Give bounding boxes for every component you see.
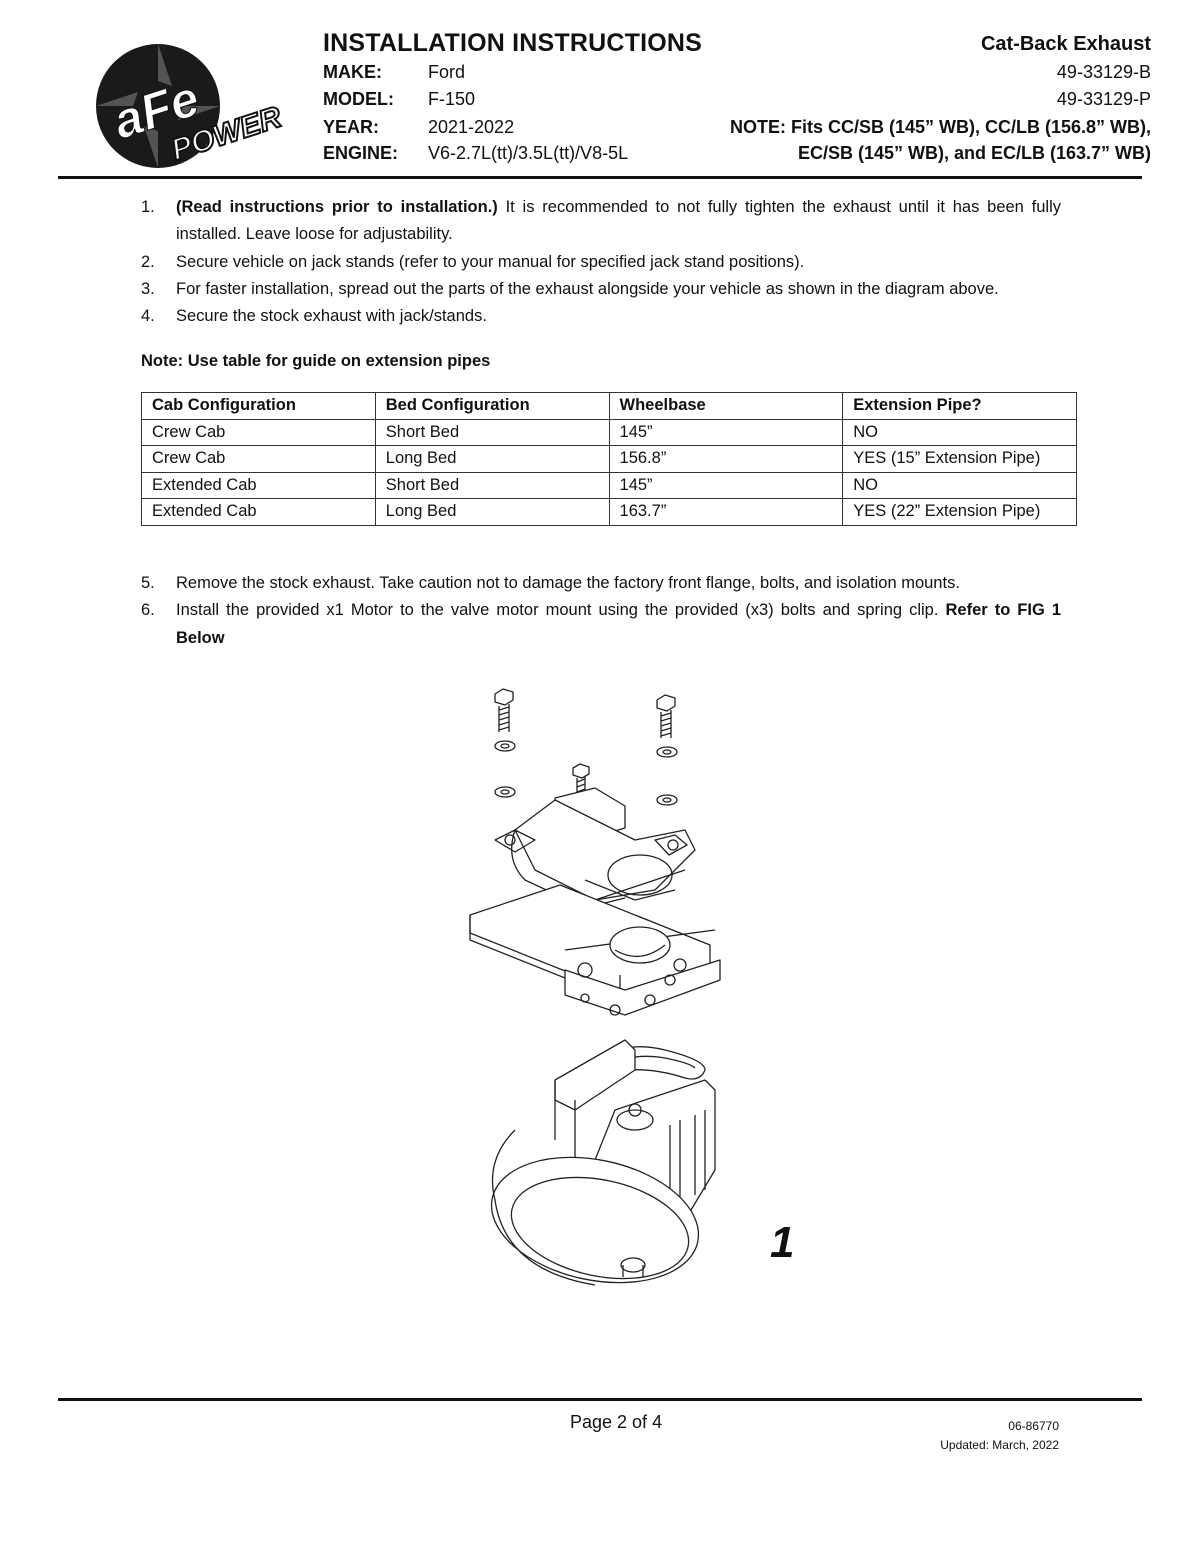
table-cell: 156.8” [609, 446, 843, 473]
table-cell: Crew Cab [142, 419, 376, 446]
step-item [141, 276, 1061, 303]
table-row [142, 446, 1077, 473]
table-cell: Short Bed [375, 472, 609, 499]
bolt-left [495, 689, 513, 732]
table-cell: 145” [609, 472, 843, 499]
table-cell: NO [843, 419, 1077, 446]
step-item [141, 303, 1061, 330]
engine-value: V6-2.7L(tt)/3.5L(tt)/V8-5L [428, 143, 629, 163]
table-cell: Crew Cab [142, 446, 376, 473]
steps-list-part2 [141, 570, 1061, 652]
table-cell: Extended Cab [142, 499, 376, 526]
step-text: It is recommended to not fully tighten the exhaust until it has been fully installed. Leave loose for adjustability. [176, 198, 1061, 244]
svg-text:POWER: POWER [167, 100, 286, 168]
step-text: Remove the stock exhaust. Take caution not to damage the factory front flange, bolts, and isolation mounts. [176, 574, 960, 592]
table-row [142, 472, 1077, 499]
step-item [141, 249, 1061, 276]
table-cell: Short Bed [375, 419, 609, 446]
make-value: Ford [428, 62, 466, 82]
fit-note-line1: NOTE: Fits CC/SB (145” WB), CC/LB (156.8” WB), [729, 117, 1151, 137]
table-cell: 163.7” [609, 499, 843, 526]
table-row [142, 419, 1077, 446]
steps-list-part1 [141, 194, 1061, 330]
step-item [141, 194, 1061, 249]
updated-date: Updated: March, 2022 [940, 1438, 1059, 1452]
table-cell: YES (22” Extension Pipe) [843, 499, 1077, 526]
footer-divider [58, 1398, 1142, 1401]
column-header: Wheelbase [609, 393, 843, 420]
table-cell: Long Bed [375, 446, 609, 473]
step-number: 2. [141, 252, 155, 271]
bolt-right [657, 695, 675, 738]
step-text: Install the provided x1 Motor to the valve motor mount using the provided (x3) bolts and spring clip. [176, 601, 946, 620]
table-cell: Extended Cab [142, 472, 376, 499]
step-number: 3. [141, 279, 155, 298]
step-item [141, 597, 1061, 652]
make-label: MAKE: [323, 62, 382, 82]
engine-label: ENGINE: [323, 143, 399, 163]
document-title: INSTALLATION INSTRUCTIONS [323, 29, 703, 57]
year-value: 2021-2022 [428, 117, 515, 137]
step-bold-text: Refer to FIG 1 Below [176, 601, 1062, 647]
part-number-p: 49-33129-P [1056, 89, 1151, 109]
model-value: F-150 [428, 89, 476, 109]
part-number-b: 49-33129-B [1056, 62, 1151, 82]
valve-motor-exploded-diagram [455, 680, 755, 1310]
step-text: Secure the stock exhaust with jack/stands. [176, 307, 487, 326]
document-code: 06-86770 [1008, 1419, 1059, 1433]
afe-power-logo [88, 26, 298, 176]
product-title: Cat-Back Exhaust [980, 33, 1151, 55]
svg-text:aFe: aFe [106, 69, 206, 150]
figure-number: 1 [770, 1218, 795, 1267]
step-bold-text: (Read instructions prior to installation.) [176, 198, 498, 216]
table-header-row [142, 393, 1077, 420]
header-divider [58, 176, 1142, 179]
step-text: For faster installation, spread out the parts of the exhaust alongside your vehicle as shown in the diagram above. [176, 279, 999, 298]
step-number: 6. [141, 601, 155, 620]
table-cell: Long Bed [375, 499, 609, 526]
step-number: 4. [141, 307, 155, 326]
year-label: YEAR: [323, 117, 380, 137]
table-cell: YES (15” Extension Pipe) [843, 446, 1077, 473]
table-cell: 145” [609, 419, 843, 446]
step-number: 5. [141, 574, 155, 592]
step-text: Secure vehicle on jack stands (refer to your manual for specified jack stand positions). [176, 252, 805, 271]
table-note: Note: Use table for guide on extension pipes [141, 352, 491, 370]
model-label: MODEL: [323, 89, 394, 109]
fit-note-line2: EC/SB (145” WB), and EC/LB (163.7” WB) [797, 143, 1151, 163]
page-number: Page 2 of 4 [570, 1412, 663, 1432]
column-header: Bed Configuration [375, 393, 609, 420]
extension-pipe-table [141, 392, 1077, 526]
column-header: Cab Configuration [142, 393, 376, 420]
step-number: 1. [141, 198, 155, 216]
column-header: Extension Pipe? [843, 393, 1077, 420]
table-row [142, 499, 1077, 526]
table-cell: NO [843, 472, 1077, 499]
step-item [141, 570, 1061, 597]
